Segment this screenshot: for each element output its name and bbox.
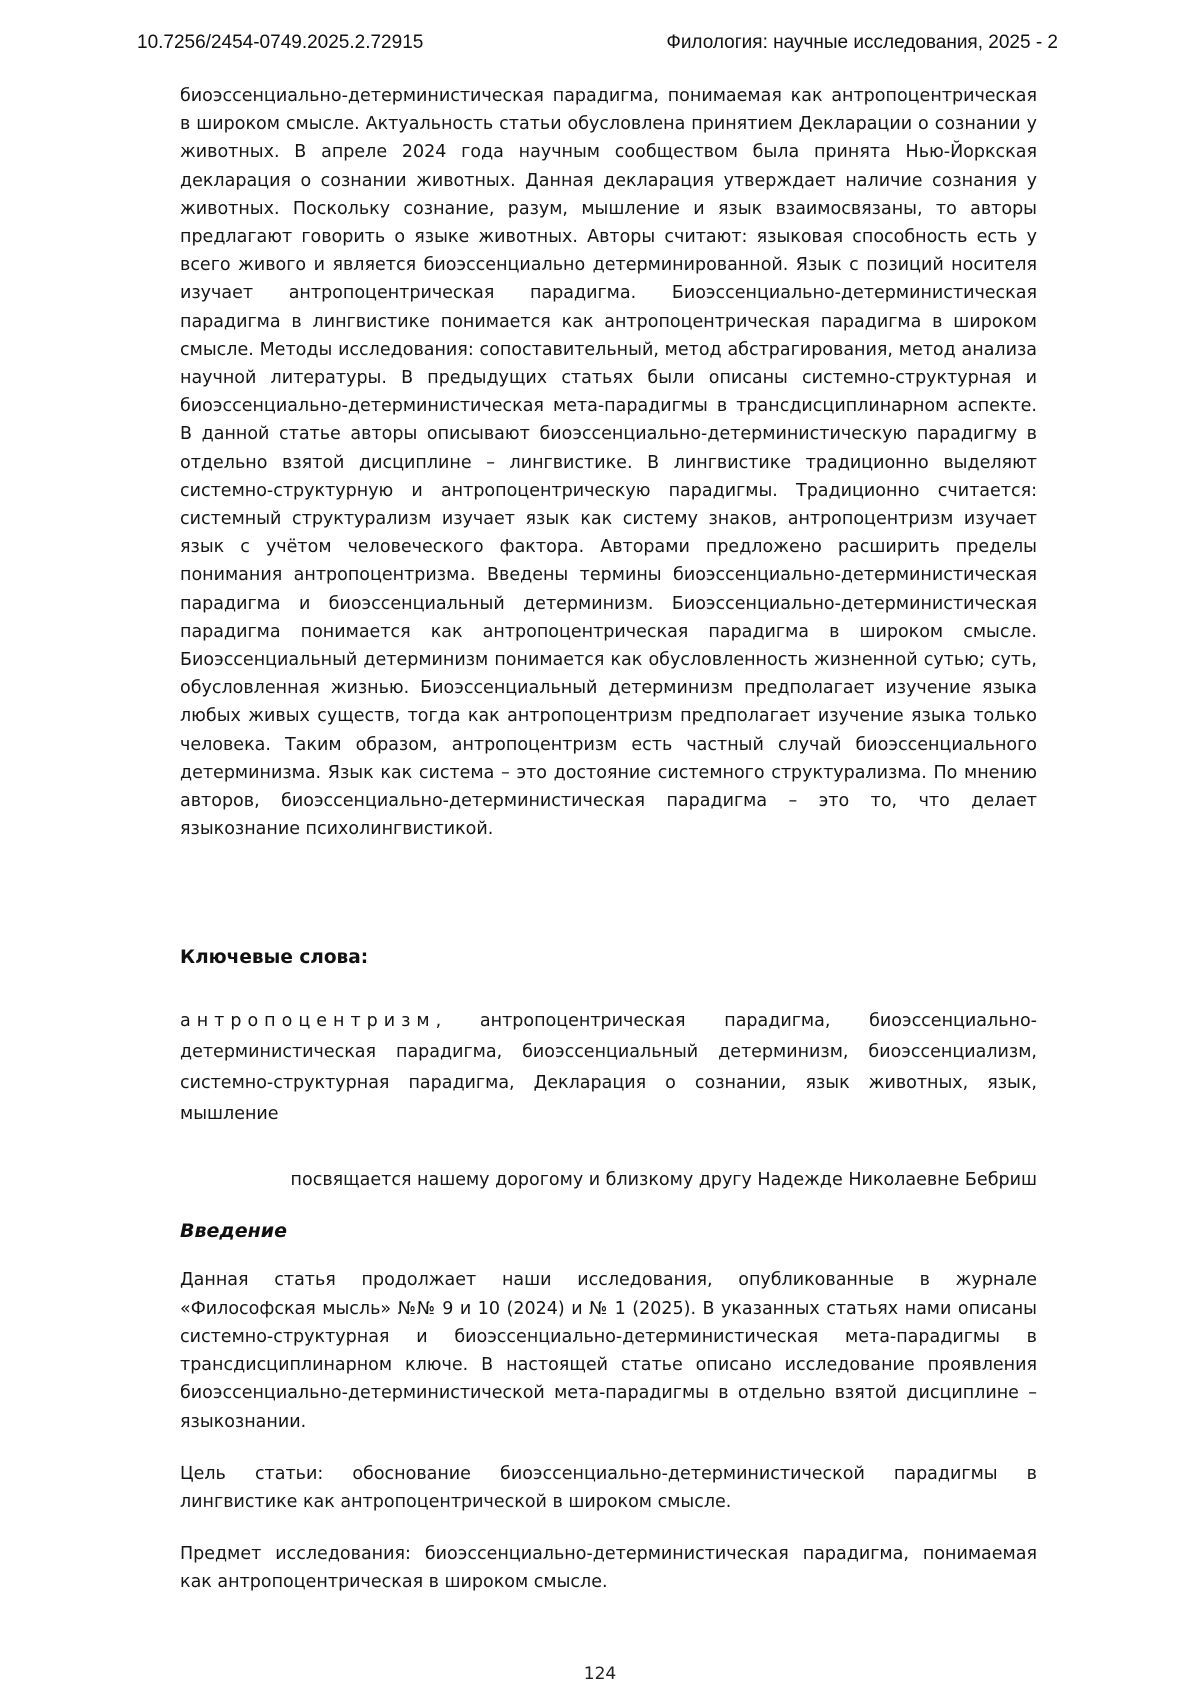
- introduction-heading: Введение: [180, 1220, 287, 1243]
- keywords-text: [180, 1006, 1037, 1130]
- keywords-rest: , антропоцентрическая парадигма, биоэссенциально-детерминистическая парадигма, биоэссенциальный детерминизм, биоэссенциализм, системно-структурная парадигма, Декларация о сознании, язык животных, язык, мышление: [180, 1011, 1037, 1125]
- intro-paragraph: Данная статья продолжает наши исследования, опубликованные в журнале «Философская мысль» №№ 9 и 10 (2024) и № 1 (2025). В указанных статьях нами описаны системно-структурная и биоэссенциально-детерминистическая мета-парадигмы в трансдисциплинарном ключе. В настоящей статье описано исследование проявления биоэссенциально-детерминистической мета-парадигмы в отдельно взятой дисциплине – языкознании.: [180, 1270, 1037, 1432]
- abstract-text: биоэссенциально-детерминистическая парадигма, понимаемая как антропоцентрическая в широком смысле. Актуальность статьи обусловлена принятием Декларации о сознании у животных. В апреле 2024 года научным сообществом была принята Нью-Йоркская декларация о сознании животных. Данная декларация утверждает наличие сознания у животных. Поскольку сознание, разум, мышление и язык взаимосвязаны, то авторы предлагают говорить о языке животных. Авторы считают: языковая способность есть у всего живого и является биоэссенциально детерминированной. Язык с позиций носителя изучает антропоцентрическая парадигма. Биоэссенциально-детерминистическая парадигма в лингвистике понимается как антропоцентрическая парадигма в широком смысле. Методы исследования: сопоставительный, метод абстрагирования, метод анализа научной литературы. В предыдущих статьях были описаны системно-структурная и биоэссенциально-детерминистическая мета-парадигмы в трансдисциплинарном аспекте. В данной статье авторы описывают биоэссенциально-детерминистическую парадигму в отдельно взятой дисциплине – лингвистике. В лингвистике традиционно выделяют системно-структурную и антропоцентрическую парадигмы. Традиционно считается: системный структурализм изучает язык как систему знаков, антропоцентризм изучает язык с учётом человеческого фактора. Авторами предложено расширить пределы понимания антропоцентризма. Введены термины биоэссенциально-детерминистическая парадигма и биоэссенциальный детерминизм. Биоэссенциально-детерминистическая парадигма понимается как антропоцентрическая парадигма в широком смысле. Биоэссенциальный детерминизм понимается как обусловленность жизненной сутью; суть, обусловленная жизнью. Биоэссенциальный детерминизм предполагает изучение языка любых живых существ, тогда как антропоцентризм предполагает изучение языка только человека. Таким образом, антропоцентризм есть частный случай биоэссенциального детерминизма. Язык как система – это достояние системного структурализма. По мнению авторов, биоэссенциально-детерминистическая парадигма – это то, что делает языкознание психолингвистикой.: [180, 86, 1037, 840]
- dedication-line: посвящается нашему дорогому и близкому другу Надежде Николаевне Бебриш: [290, 1170, 1037, 1191]
- intro-paragraph: Предмет исследования: биоэссенциально-детерминистическая парадигма, понимаемая как антропоцентрическая в широком смысле.: [180, 1544, 1037, 1593]
- keyword-antropocentrizm: антропоцентризм: [180, 1011, 436, 1032]
- page-header: [0, 0, 1200, 54]
- doi-label: 10.7256/2454-0749.2025.2.72915: [137, 32, 424, 53]
- page-content: [180, 82, 1037, 1597]
- keywords-heading: Ключевые слова:: [180, 947, 369, 969]
- page-number: 124: [583, 1664, 617, 1684]
- journal-label: Филология: научные исследования, 2025 - 2: [666, 32, 1058, 53]
- intro-paragraph: Цель статьи: обоснование биоэссенциально-детерминистической парадигмы в лингвистике как антропоцентрической в широком смысле.: [180, 1463, 1037, 1512]
